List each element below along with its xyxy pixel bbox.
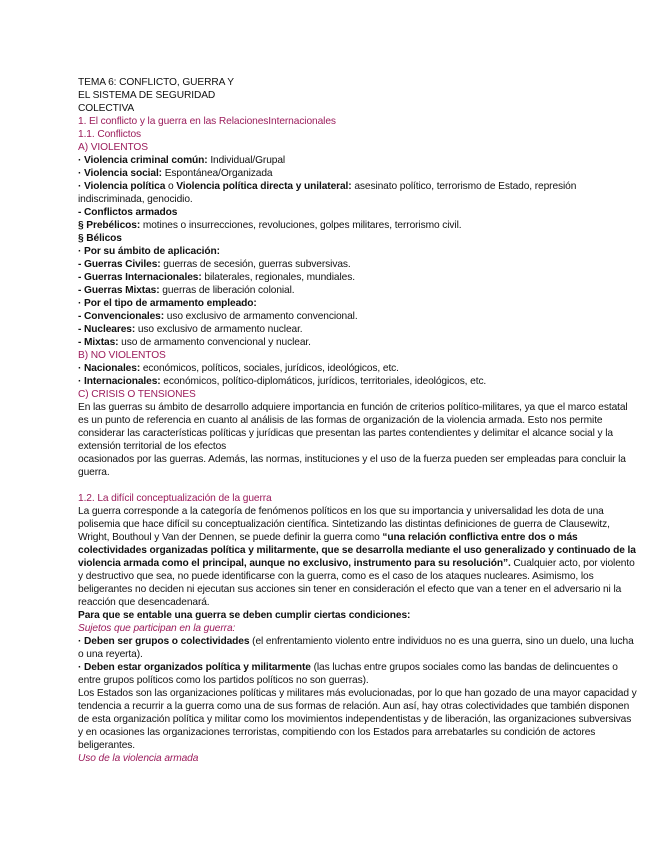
subheading-sujetos: Sujetos que participan en la guerra: (78, 623, 236, 634)
list-item: - Guerras Civiles: guerras de secesión, guerras subversivas. (78, 259, 351, 270)
list-item: § Prebélicos: motines o insurrecciones, revoluciones, golpes militares, terrorismo civil. (78, 220, 462, 231)
list-item: - Conflictos armados (78, 207, 178, 218)
subheading-no-violentos: B) NO VIOLENTOS (78, 350, 166, 361)
section-heading-1: 1. El conflicto y la guerra en las RelacionesInternacionales (78, 116, 336, 127)
doc-title-line-1: TEMA 6: CONFLICTO, GUERRA Y (78, 77, 234, 88)
subheading-uso: Uso de la violencia armada (78, 753, 199, 764)
list-item: · Violencia política o Violencia política directa y unilateral: asesinato político, terrorismo de Estado, represión indiscriminada, genocidio. (78, 181, 577, 205)
list-item: - Nucleares: uso exclusivo de armamento nuclear. (78, 324, 303, 335)
list-item: § Bélicos (78, 233, 122, 244)
list-item: · Deben ser grupos o colectividades (el enfrentamiento violento entre individuos no es una guerra, sino un duelo, una lucha o una reyerta). (78, 636, 634, 660)
list-item: - Convencionales: uso exclusivo de armamento convencional. (78, 311, 358, 322)
list-item: · Violencia criminal común: Individual/Grupal (78, 155, 286, 166)
paragraph: Los Estados son las organizaciones políticas y militares más evolucionadas, por lo que han gozado de una mayor capacidad y tendencia a recurrir a la guerra como una de sus formas de relación. Aun así, hay otras colectividades que también disponen de esta organización política y militar como los movimientos independentistas y de liberación, las organizaciones subversivas y en ocasiones las organizaciones terroristas, compitiendo con los Estados para arrebatarles su condición de actores beligerantes. (78, 688, 637, 751)
list-item: - Guerras Internacionales: bilaterales, regionales, mundiales. (78, 272, 355, 283)
list-item: - Guerras Mixtas: guerras de liberación colonial. (78, 285, 295, 296)
list-item: · Por el tipo de armamento empleado: (78, 298, 257, 309)
list-item: · Nacionales: económicos, políticos, sociales, jurídicos, ideológicos, etc. (78, 363, 399, 374)
paragraph: Para que se entable una guerra se deben cumplir ciertas condiciones: (78, 610, 411, 621)
paragraph: En las guerras su ámbito de desarrollo adquiere importancia en función de criterios político-militares, ya que el marco estatal es un punto de referencia en cuanto al análisis de las formas de organización de la violencia armada. Esto nos permite considerar las características políticas y jurídicas que presentan las partes contendientes y delimitar el alcance social y la extensión territorial de los efectos (78, 402, 628, 452)
doc-title-line-3: COLECTIVA (78, 103, 135, 114)
list-item: · Internacionales: económicos, político-diplomáticos, jurídicos, territoriales, ideológicos, etc. (78, 376, 487, 387)
list-item: · Violencia social: Espontánea/Organizada (78, 168, 273, 179)
list-item: · Deben estar organizados política y militarmente (las luchas entre grupos sociales como las bandas de delincuentes o entre grupos políticos como los partidos políticos no son guerras). (78, 662, 618, 686)
subheading-crisis: C) CRISIS O TENSIONES (78, 389, 196, 400)
document-page (78, 76, 638, 765)
paragraph: La guerra corresponde a la categoría de fenómenos políticos en los que su importancia y universalidad les dota de una polisemia que hace difícil su conceptualización científica. Sintetizando las distintas definiciones de guerra de Clausewitz, Wright, Bouthoul y Van der Dennen, se puede definir la guerra como “una relación conflictiva entre dos o más colectividades organizadas política y militarmente, que se desarrolla mediante el uso generalizado y continuado de la violencia armada como el principal, aunque no exclusivo, instrumento para su resolución”. Cualquier acto, por violento y destructivo que sea, no puede identificarse con la guerra, como es el caso de los ataques nucleares. Asimismo, los beligerantes no deciden ni ejecutan sus acciones sin tener en consideración el efecto que van a tener en el adversario ni la reacción que desencadenará. (78, 506, 636, 608)
section-heading-1-1: 1.1. Conflictos (78, 129, 142, 140)
list-item: · Por su ámbito de aplicación: (78, 246, 220, 257)
list-item: - Mixtas: uso de armamento convencional y nuclear. (78, 337, 311, 348)
paragraph: ocasionados por las guerras. Además, las normas, instituciones y el uso de la fuerza pueden ser empleadas para concluir la guerra. (78, 454, 626, 478)
spacer (78, 479, 638, 492)
subheading-violentos: A) VIOLENTOS (78, 142, 148, 153)
doc-title-line-2: EL SISTEMA DE SEGURIDAD (78, 90, 216, 101)
section-heading-1-2: 1.2. La difícil conceptualización de la guerra (78, 493, 272, 504)
